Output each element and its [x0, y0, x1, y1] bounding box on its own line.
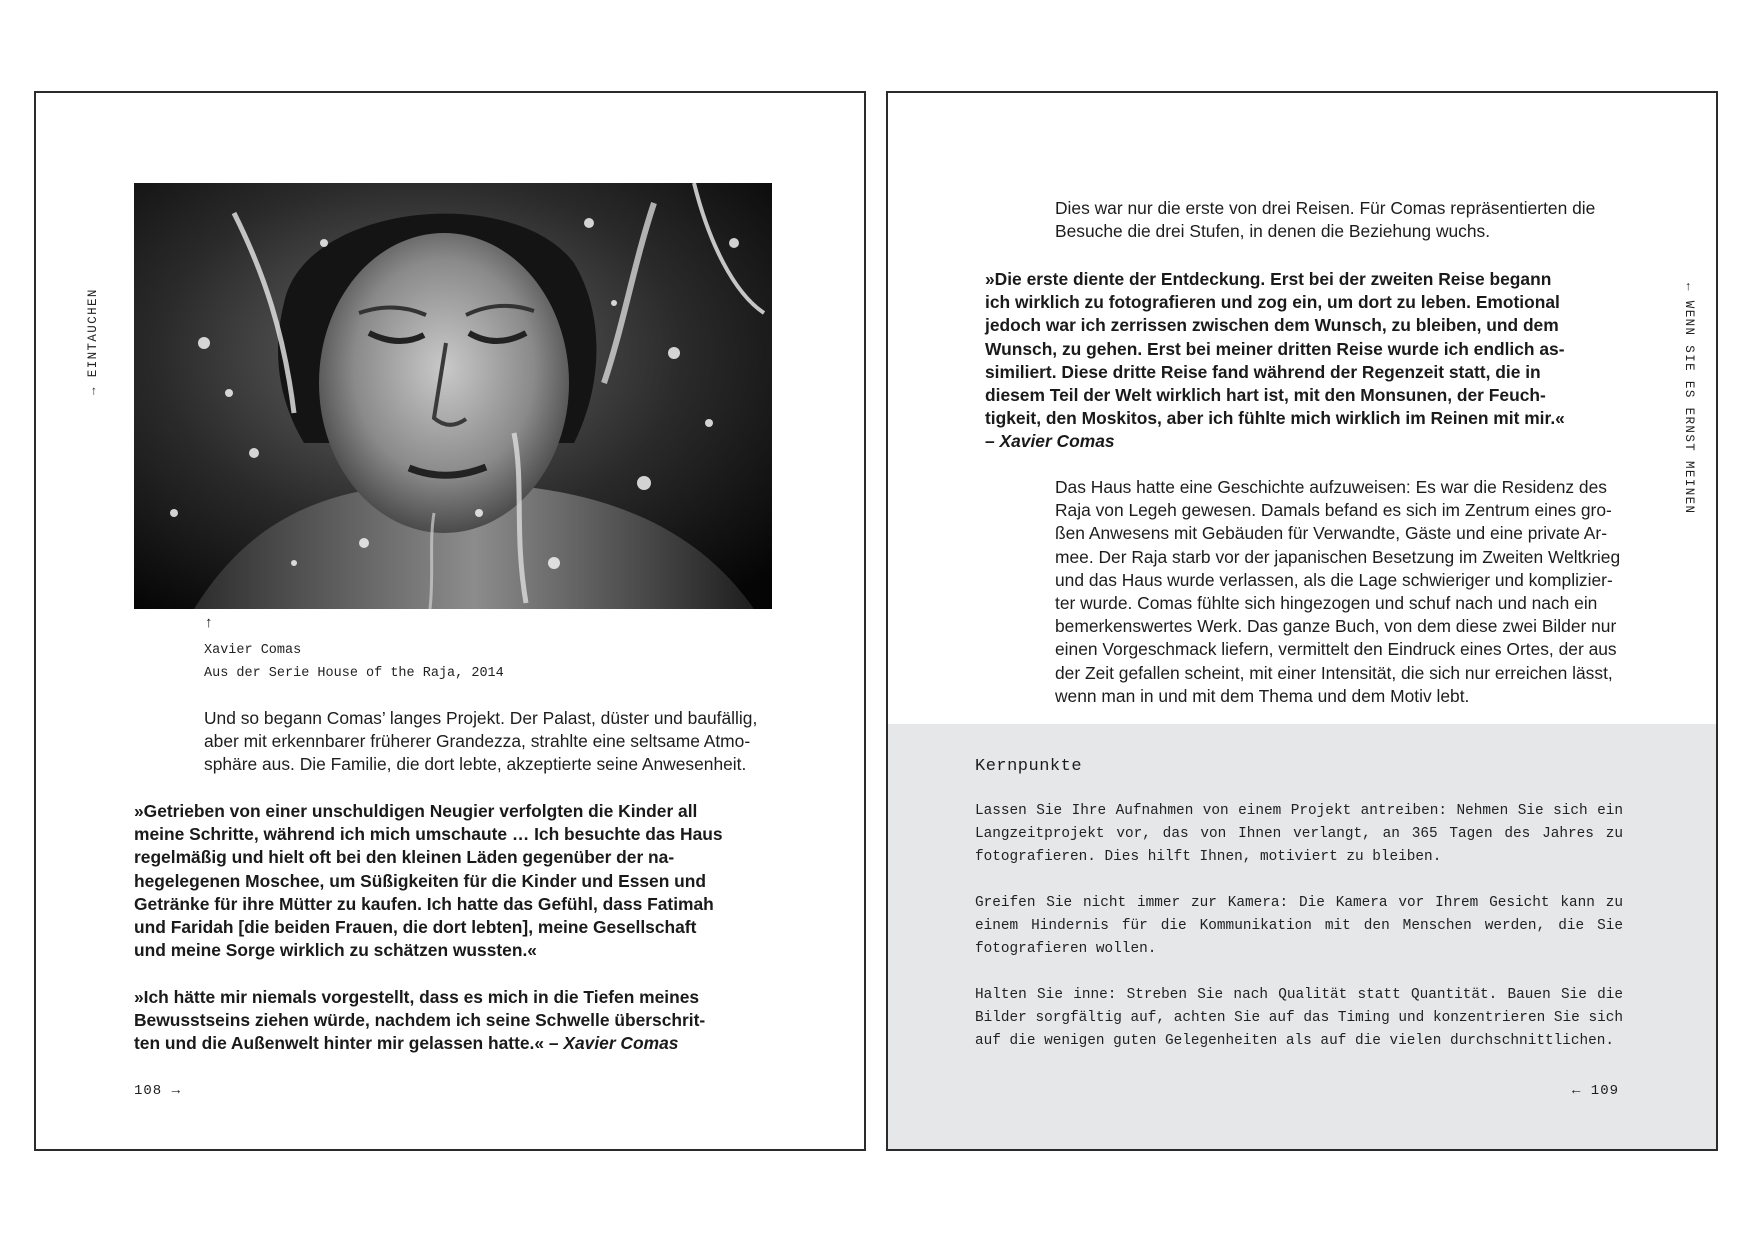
text-line: Raja von Legeh gewesen. Damals befand es sich im Zentrum eines gro- — [1055, 500, 1612, 521]
section-label-ernst: ← WENN SIE ES ERNST MEINEN — [1682, 283, 1696, 515]
body-paragraph-right — [1055, 476, 1620, 708]
text-line: und das Haus wurde verlassen, als die Lage schwieriger und komplizier- — [1055, 569, 1613, 590]
quote-author: – Xavier Comas — [548, 1033, 679, 1054]
kernpunkte-point-3: Halten Sie inne: Streben Sie nach Qualität statt Quantität. Bauen Sie die Bilder sorgfältig auf, achten Sie auf das Timing und konzentrieren Sie sich auf die wenigen guten Gelegenheiten als auf die vielen durchschnittlichen. — [975, 987, 1623, 1050]
text-line: Das Haus hatte eine Geschichte aufzuweisen: Es war die Residenz des — [1055, 477, 1607, 497]
quote-line: »Die erste diente der Entdeckung. Erst bei der zweiten Reise begann — [985, 269, 1552, 289]
photo-image — [134, 183, 772, 609]
text-line: ßen Anwesens mit Gebäuden für Verwandte, Gäste und eine private Ar- — [1055, 523, 1607, 544]
left-page — [34, 91, 866, 1151]
quote-line: similiert. Diese dritte Reise fand während der Regenzeit statt, die in — [985, 361, 1541, 382]
quote-author: – Xavier Comas — [985, 431, 1115, 452]
text-line: bemerkenswertes Werk. Das ganze Buch, von dem diese zwei Bilder nur — [1055, 616, 1617, 637]
photo-woman-water — [134, 183, 772, 609]
quote-line: jedoch war ich zerrissen zwischen dem Wunsch, zu bleiben, und dem — [985, 315, 1559, 336]
text-line: sphäre aus. Die Familie, die dort lebte, akzeptierte seine Anwesenheit. — [204, 754, 747, 775]
quote-line: hegelegenen Moschee, um Süßigkeiten für die Kinder und Essen und — [134, 870, 707, 891]
quote-block-2 — [134, 986, 705, 1056]
quote-line: und meine Sorge wirklich zu schätzen wussten.« — [134, 940, 537, 961]
quote-line-text: ten und die Außenwelt hinter mir gelassen hatte.« — [134, 1033, 549, 1054]
quote-line: diesem Teil der Welt wirklich hart ist, mit den Monsunen, der Feuch- — [985, 385, 1546, 406]
intro-paragraph — [1055, 197, 1595, 243]
quote-line: tigkeit, den Moskitos, aber ich fühlte mich wirklich im Reinen mit mir.« — [985, 408, 1565, 429]
quote-line: Getränke für ihre Mütter zu kaufen. Ich hatte das Gefühl, dass Fatimah — [134, 893, 714, 914]
caption-series: Aus der Serie House of the Raja, 2014 — [204, 666, 504, 681]
text-line: ter wurde. Comas fühlte sich hingezogen und schuf nach und nach ein — [1055, 593, 1598, 614]
quote-author-line — [985, 430, 1565, 453]
text-line: Besuche die drei Stufen, in denen die Beziehung wuchs. — [1055, 221, 1491, 242]
text-line: mee. Der Raja starb vor der japanischen Besetzung im Zweiten Weltkrieg — [1055, 546, 1621, 567]
caption-arrow-icon: ↑ — [205, 614, 213, 631]
body-paragraph — [204, 707, 757, 777]
kernpunkte-point-1: Lassen Sie Ihre Aufnahmen von einem Projekt antreiben: Nehmen Sie sich ein Langzeitprojekt vor, das von Ihnen verlangt, an 365 Tagen des Jahres zu fotografieren. Dies hilft Ihnen, motiviert zu bleiben. — [975, 803, 1623, 866]
quote-block-1 — [134, 800, 723, 962]
quote-line: und Faridah [die beiden Frauen, die dort lebten], meine Gesellschaft — [134, 917, 697, 938]
quote-line: meine Schritte, während ich mich umschaute … Ich besuchte das Haus — [134, 824, 723, 845]
text-line: der Zeit gefallen scheint, mit einer Intensität, die sich nur erreichen lässt, — [1055, 662, 1613, 683]
text-line: einen Vorgeschmack liefern, vermittelt den Eindruck eines Ortes, der aus — [1055, 639, 1617, 660]
caption-photographer: Xavier Comas — [204, 643, 302, 658]
section-label-eintauchen: → EINTAUCHEN — [86, 288, 100, 395]
quote-line: regelmäßig und hielt oft bei den kleinen Läden gegenüber der na- — [134, 847, 675, 868]
quote-line: Wunsch, zu gehen. Erst bei meiner dritten Reise wurde ich endlich as- — [985, 338, 1565, 359]
quote-line — [134, 1032, 705, 1055]
page-number-right: ← 109 — [1572, 1083, 1620, 1099]
quote-line: Bewusstseins ziehen würde, nachdem ich seine Schwelle überschrit- — [134, 1010, 706, 1031]
quote-line: »Getrieben von einer unschuldigen Neugier verfolgten die Kinder all — [134, 801, 698, 821]
quote-line: ich wirklich zu fotografieren und zog ein, um dort zu leben. Emotional — [985, 292, 1560, 313]
text-line: Und so begann Comas’ langes Projekt. Der Palast, düster und baufällig, — [204, 708, 758, 728]
kernpunkte-title: Kernpunkte — [975, 757, 1083, 776]
text-line: wenn man in und mit dem Thema und dem Motiv lebt. — [1055, 685, 1470, 706]
quote-block-right — [985, 268, 1565, 454]
right-page — [886, 91, 1718, 1151]
text-line: aber mit erkennbarer früherer Grandezza, strahlte eine seltsame Atmo- — [204, 731, 751, 752]
kernpunkte-box — [888, 724, 1716, 1149]
page-number-left: 108 → — [134, 1083, 182, 1099]
quote-line: »Ich hätte mir niemals vorgestellt, dass es mich in die Tiefen meines — [134, 987, 700, 1007]
kernpunkte-point-2: Greifen Sie nicht immer zur Kamera: Die Kamera vor Ihrem Gesicht kann zu einem Hindernis für die Kommunikation mit den Menschen werden, die Sie fotografieren wollen. — [975, 895, 1623, 958]
text-line: Dies war nur die erste von drei Reisen. Für Comas repräsentierten die — [1055, 198, 1596, 218]
photo-caption — [204, 639, 504, 685]
